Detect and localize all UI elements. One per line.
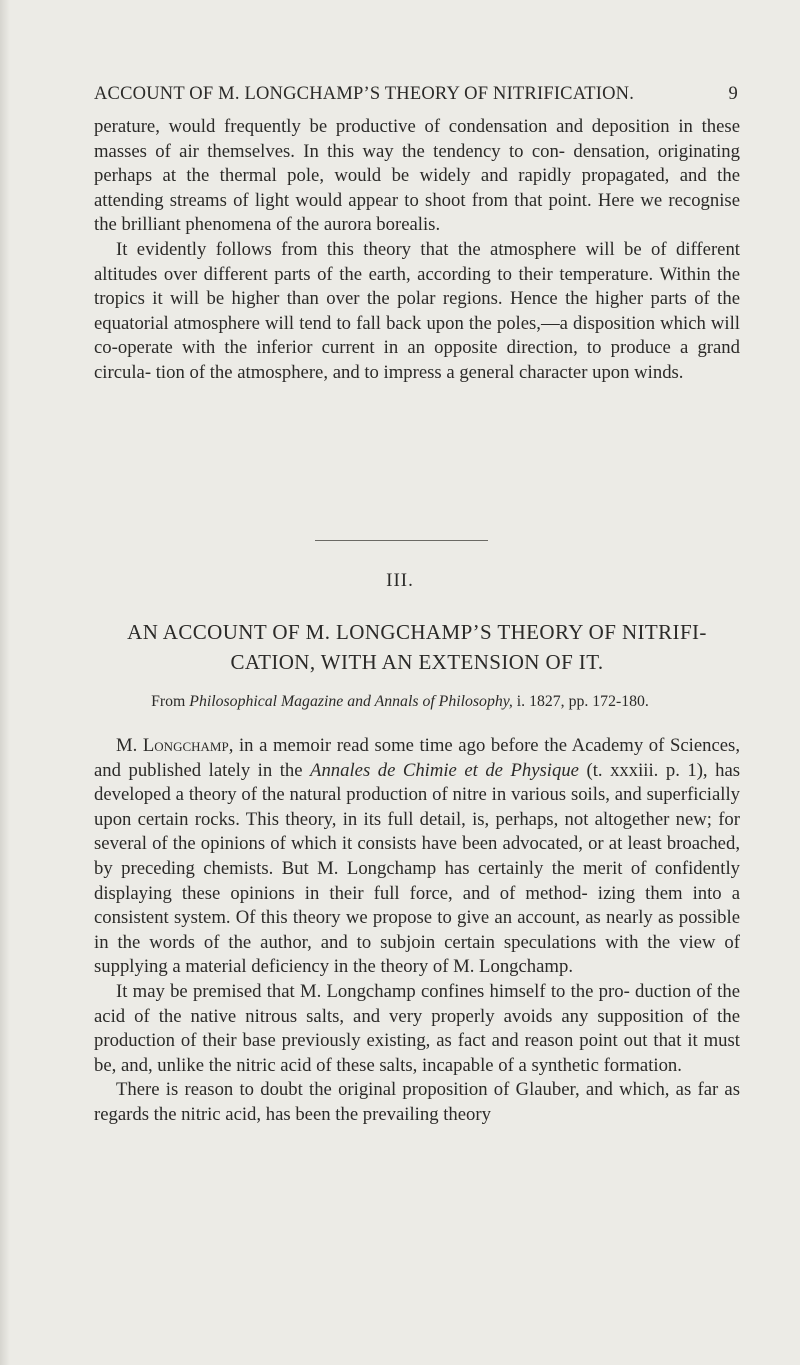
- running-head: [94, 84, 738, 105]
- paragraph-text: (t. xxxiii. p. 1), has developed a theory of the natural production of nitre in various soils, and superficially upon certain rocks. This theory, in its full detail, is, perhaps, not altogether new; for several of the opinions of which it consists have been advocated, or at least broached, by preceding chemists. But M. Longchamp has certainly the merit of confidently displaying these opinions in their full force, and of method- izing them into a consistent system. Of this theory we propose to give an account, as nearly as possible in the words of the author, and to subjoin certain speculations with the view of supplying a material deficiency in the theory of M. Longchamp.: [94, 759, 741, 978]
- text-block-upper: [94, 115, 740, 386]
- page-edge-shadow: [0, 0, 10, 1365]
- text-block-lower: [94, 734, 740, 1128]
- paragraph: [94, 734, 740, 980]
- section-title: AN ACCOUNT OF M. LONGCHAMP’S THEORY OF NITRIFI- CATION, WITH AN EXTENSION OF IT.: [127, 620, 707, 674]
- author-name: M. Longchamp,: [116, 735, 234, 756]
- source-suffix: i. 1827, pp. 172-180.: [512, 693, 649, 710]
- paragraph: perature, would frequently be productive of condensation and deposition in these masses of air themselves. In this way the tendency to con- densation, originating perhaps at the thermal pole, would be widely and rapidly propagated, and the attending streams of light would appear to shoot from that point. Here we recognise the brilliant phenomena of the aurora borealis.: [94, 116, 740, 236]
- paragraph: It may be premised that M. Longchamp confines himself to the pro- duction of the acid of the native nitrous salts, and very properly avoids any supposition of the production of their base previously existing, as fact and reason point out that it must be, and, unlike the nitric acid of these salts, incapable of a synthetic formation.: [94, 980, 740, 1076]
- page-number: 9: [728, 84, 738, 104]
- section-divider: [315, 540, 488, 541]
- source-journal: Philosophical Magazine and Annals of Philosophy,: [189, 693, 513, 710]
- paragraph-text: in a memoir read some time ago before the Academy of Sciences, and published lately in the: [94, 735, 740, 781]
- paragraph: There is reason to doubt the original proposition of Glauber, and which, as far as regards the nitric acid, has been the prevailing theory: [94, 1079, 740, 1125]
- source-citation: [0, 693, 800, 711]
- source-prefix: From: [151, 693, 190, 710]
- paragraph: It evidently follows from this theory that the atmosphere will be of different altitudes over different parts of the earth, according to their temperature. Within the tropics it will be higher than over the polar regions. Hence the higher parts of the equatorial atmosphere will tend to fall back upon the poles,—a disposition which will co-operate with the inferior current in an opposite direction, to produce a grand circula- tion of the atmosphere, and to impress a general character upon winds.: [94, 238, 740, 383]
- running-head-title: ACCOUNT OF M. LONGCHAMP’S THEORY OF NITRIFICATION.: [94, 84, 635, 104]
- section-number: III.: [386, 570, 414, 591]
- journal-title: Annales de Chimie et de Physique: [310, 759, 579, 781]
